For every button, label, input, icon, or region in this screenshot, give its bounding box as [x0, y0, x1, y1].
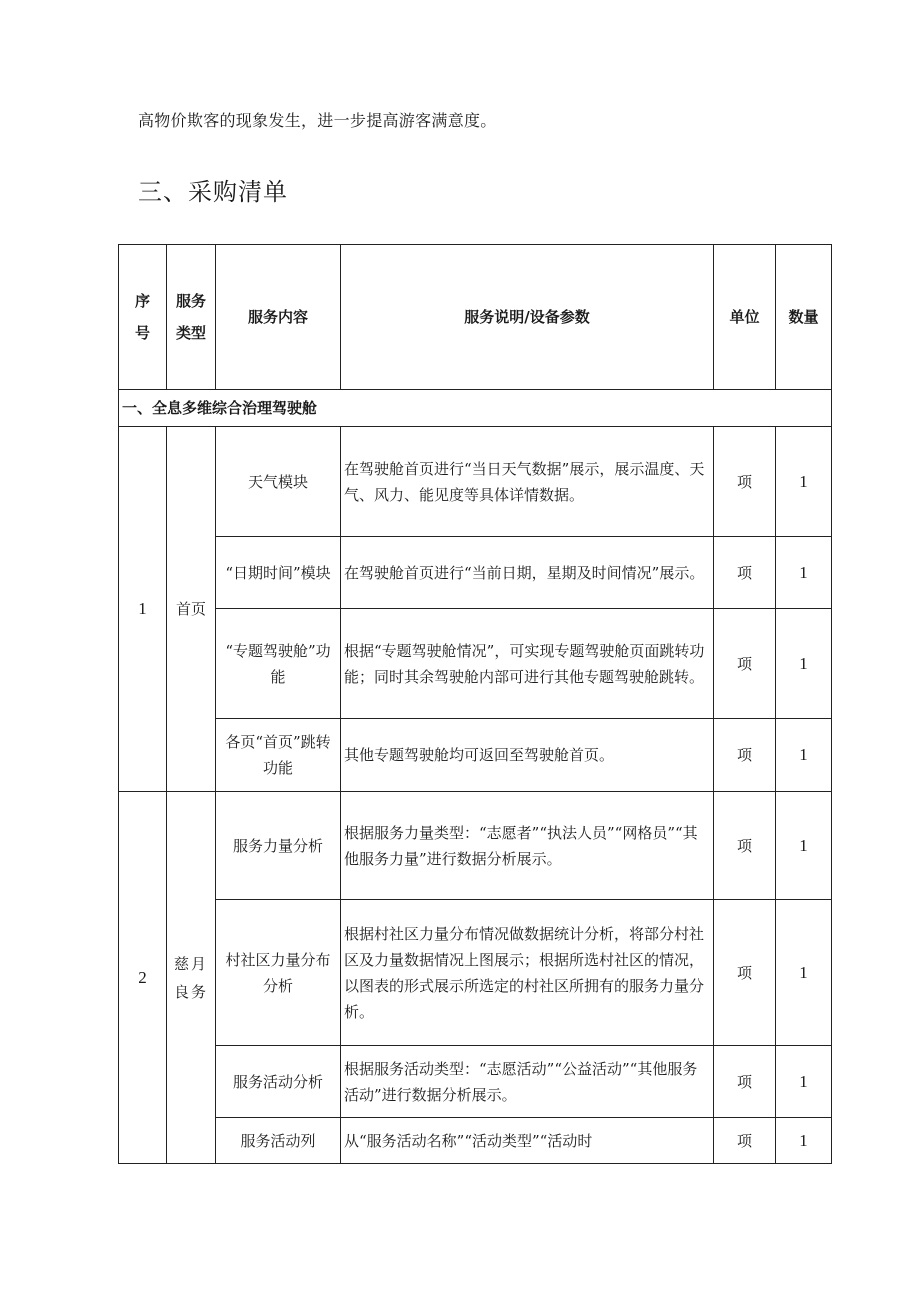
- row-content: 服务活动分析: [216, 1046, 341, 1118]
- row-desc: 从“服务活动名称”“活动类型”“活动时: [341, 1118, 714, 1164]
- row-unit: 项: [714, 719, 776, 792]
- header-qty: 数量: [776, 245, 832, 390]
- row-qty: 1: [776, 900, 832, 1046]
- row-qty: 1: [776, 719, 832, 792]
- row-unit: 项: [714, 609, 776, 719]
- header-desc: 服务说明/设备参数: [341, 245, 714, 390]
- row-qty: 1: [776, 609, 832, 719]
- row-desc: 其他专题驾驶舱均可返回至驾驶舱首页。: [341, 719, 714, 792]
- row-unit: 项: [714, 792, 776, 900]
- row-desc: 在驾驶舱首页进行“当前日期，星期及时间情况”展示。: [341, 537, 714, 609]
- group-type: 首页: [167, 427, 216, 792]
- row-content: 天气模块: [216, 427, 341, 537]
- intro-paragraph: 高物价欺客的现象发生，进一步提高游客满意度。: [138, 111, 497, 130]
- row-desc: 根据“专题驾驶舱情况”，可实现专题驾驶舱页面跳转功能；同时其余驾驶舱内部可进行其他专题驾驶舱跳转。: [341, 609, 714, 719]
- table-row: [119, 427, 832, 537]
- row-unit: 项: [714, 427, 776, 537]
- header-seq: 序 号: [119, 245, 167, 390]
- header-unit: 单位: [714, 245, 776, 390]
- row-qty: 1: [776, 1118, 832, 1164]
- row-content: 服务活动列: [216, 1118, 341, 1164]
- table-row: [119, 900, 832, 1046]
- table-row: [119, 792, 832, 900]
- table-row: [119, 609, 832, 719]
- row-desc: 根据服务力量类型：“志愿者”“执法人员”“网格员”“其他服务力量”进行数据分析展示。: [341, 792, 714, 900]
- table-row: [119, 719, 832, 792]
- row-desc: 在驾驶舱首页进行“当日天气数据”展示，展示温度、天气、风力、能见度等具体详情数据。: [341, 427, 714, 537]
- section-title: 一、全息多维综合治理驾驶舱: [119, 390, 832, 427]
- table-row: [119, 1046, 832, 1118]
- section-heading: 三、采购清单: [138, 178, 288, 206]
- header-content: 服务内容: [216, 245, 341, 390]
- row-qty: 1: [776, 792, 832, 900]
- row-unit: 项: [714, 1118, 776, 1164]
- row-content: “日期时间”模块: [216, 537, 341, 609]
- row-unit: 项: [714, 537, 776, 609]
- row-content: “专题驾驶舱”功能: [216, 609, 341, 719]
- table-header-row: [119, 245, 832, 390]
- header-type: 服务类型: [167, 245, 216, 390]
- procurement-table: [118, 244, 832, 1164]
- row-unit: 项: [714, 1046, 776, 1118]
- row-unit: 项: [714, 900, 776, 1046]
- row-content: 村社区力量分布分析: [216, 900, 341, 1046]
- table-row: [119, 1118, 832, 1164]
- group-seq: 1: [119, 427, 167, 792]
- row-desc: 根据村社区力量分布情况做数据统计分析，将部分村社区及力量数据情况上图展示；根据所选村社区的情况，以图表的形式展示所选定的村社区所拥有的服务力量分析。: [341, 900, 714, 1046]
- row-qty: 1: [776, 537, 832, 609]
- row-desc: 根据服务活动类型：“志愿活动”“公益活动”“其他服务活动”进行数据分析展示。: [341, 1046, 714, 1118]
- row-qty: 1: [776, 1046, 832, 1118]
- row-qty: 1: [776, 427, 832, 537]
- row-content: 各页“首页”跳转功能: [216, 719, 341, 792]
- table-row: [119, 537, 832, 609]
- group-seq: 2: [119, 792, 167, 1164]
- group-type: 慈月良务: [167, 792, 216, 1164]
- row-content: 服务力量分析: [216, 792, 341, 900]
- section-row: [119, 390, 832, 427]
